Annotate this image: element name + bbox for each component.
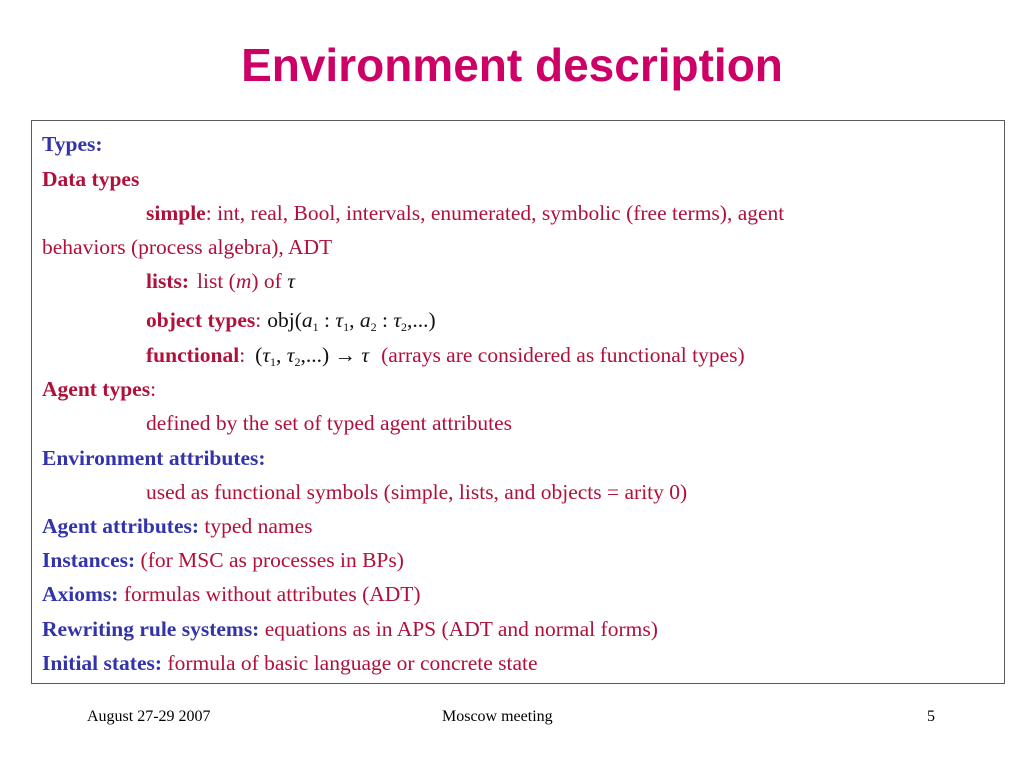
object-a2: a (359, 308, 371, 332)
functional-close: ,...) (300, 343, 330, 367)
simple-text-continued: behaviors (process algebra), ADT (42, 235, 333, 259)
functional-colon: : (239, 343, 246, 367)
functional-comma: , (276, 343, 287, 367)
initial-states-text: formula of basic language or concrete state (162, 651, 538, 675)
object-types-label: object types (146, 308, 256, 332)
rewriting-label: Rewriting rule systems: (42, 617, 260, 641)
rewriting-line (42, 617, 658, 641)
object-sub3: 2 (370, 320, 377, 334)
environment-attributes-heading: Environment attributes: (42, 446, 266, 470)
lists-label: lists: (146, 269, 189, 293)
simple-label: simple (146, 201, 206, 225)
object-a1: a (301, 308, 313, 332)
object-end: ,...) (407, 308, 436, 332)
object-types-colon: : (255, 308, 262, 332)
axioms-text: formulas without attributes (ADT) (118, 582, 421, 606)
data-types-heading: Data types (42, 167, 140, 191)
initial-states-label: Initial states: (42, 651, 163, 675)
functional-arrow: → (329, 343, 362, 367)
object-tau2: τ (393, 308, 402, 332)
functional-line (146, 343, 745, 367)
agent-types-text: defined by the set of typed agent attributes (146, 411, 512, 435)
object-formula (267, 308, 435, 332)
slide-title: Environment description (241, 39, 783, 91)
axioms-line (42, 582, 421, 606)
types-heading: Types: (42, 132, 103, 156)
lists-tau: τ (287, 269, 295, 293)
rewriting-text: equations as in APS (ADT and normal forms) (259, 617, 658, 641)
lists-pre: list ( (197, 269, 236, 293)
lists-line (146, 269, 295, 293)
footer-page-number: 5 (927, 708, 935, 725)
agent-types-label: Agent types (42, 377, 151, 401)
functional-tau2: τ (286, 343, 295, 367)
footer-event: Moscow meeting (442, 708, 553, 725)
instances-line (42, 548, 404, 572)
initial-states-line (42, 651, 538, 675)
functional-sub2: 2 (294, 355, 301, 369)
instances-label: Instances: (42, 548, 136, 572)
agent-attributes-text: typed names (199, 514, 313, 538)
agent-types-line (42, 377, 156, 401)
functional-formula (255, 343, 369, 367)
instances-text: (for MSC as processes in BPs) (135, 548, 404, 572)
simple-line (146, 201, 784, 225)
object-formula-pre: obj( (267, 308, 302, 332)
agent-types-colon: : (150, 377, 157, 401)
object-comma: , (349, 308, 360, 332)
agent-attributes-line (42, 514, 313, 538)
agent-attributes-label: Agent attributes: (42, 514, 200, 538)
functional-tau1: τ (262, 343, 271, 367)
object-mid1: : (318, 308, 336, 332)
functional-open: ( (255, 343, 263, 367)
object-sub1: 1 (312, 320, 319, 334)
lists-post: ) of (251, 269, 288, 293)
functional-tau: τ (361, 343, 370, 367)
object-types-line (146, 308, 436, 332)
object-mid2: : (376, 308, 394, 332)
environment-attributes-text: used as functional symbols (simple, lists, and objects = arity 0) (146, 480, 688, 504)
footer-date: August 27-29 2007 (87, 708, 211, 725)
lists-m: m (235, 269, 252, 293)
object-tau1: τ (335, 308, 344, 332)
simple-text: : int, real, Bool, intervals, enumerated, symbolic (free terms), agent (205, 201, 785, 225)
functional-note: (arrays are considered as functional types) (381, 343, 745, 367)
functional-label: functional (146, 343, 240, 367)
axioms-label: Axioms: (42, 582, 119, 606)
functional-sub1: 1 (270, 355, 277, 369)
object-sub4: 2 (401, 320, 408, 334)
object-sub2: 1 (343, 320, 350, 334)
